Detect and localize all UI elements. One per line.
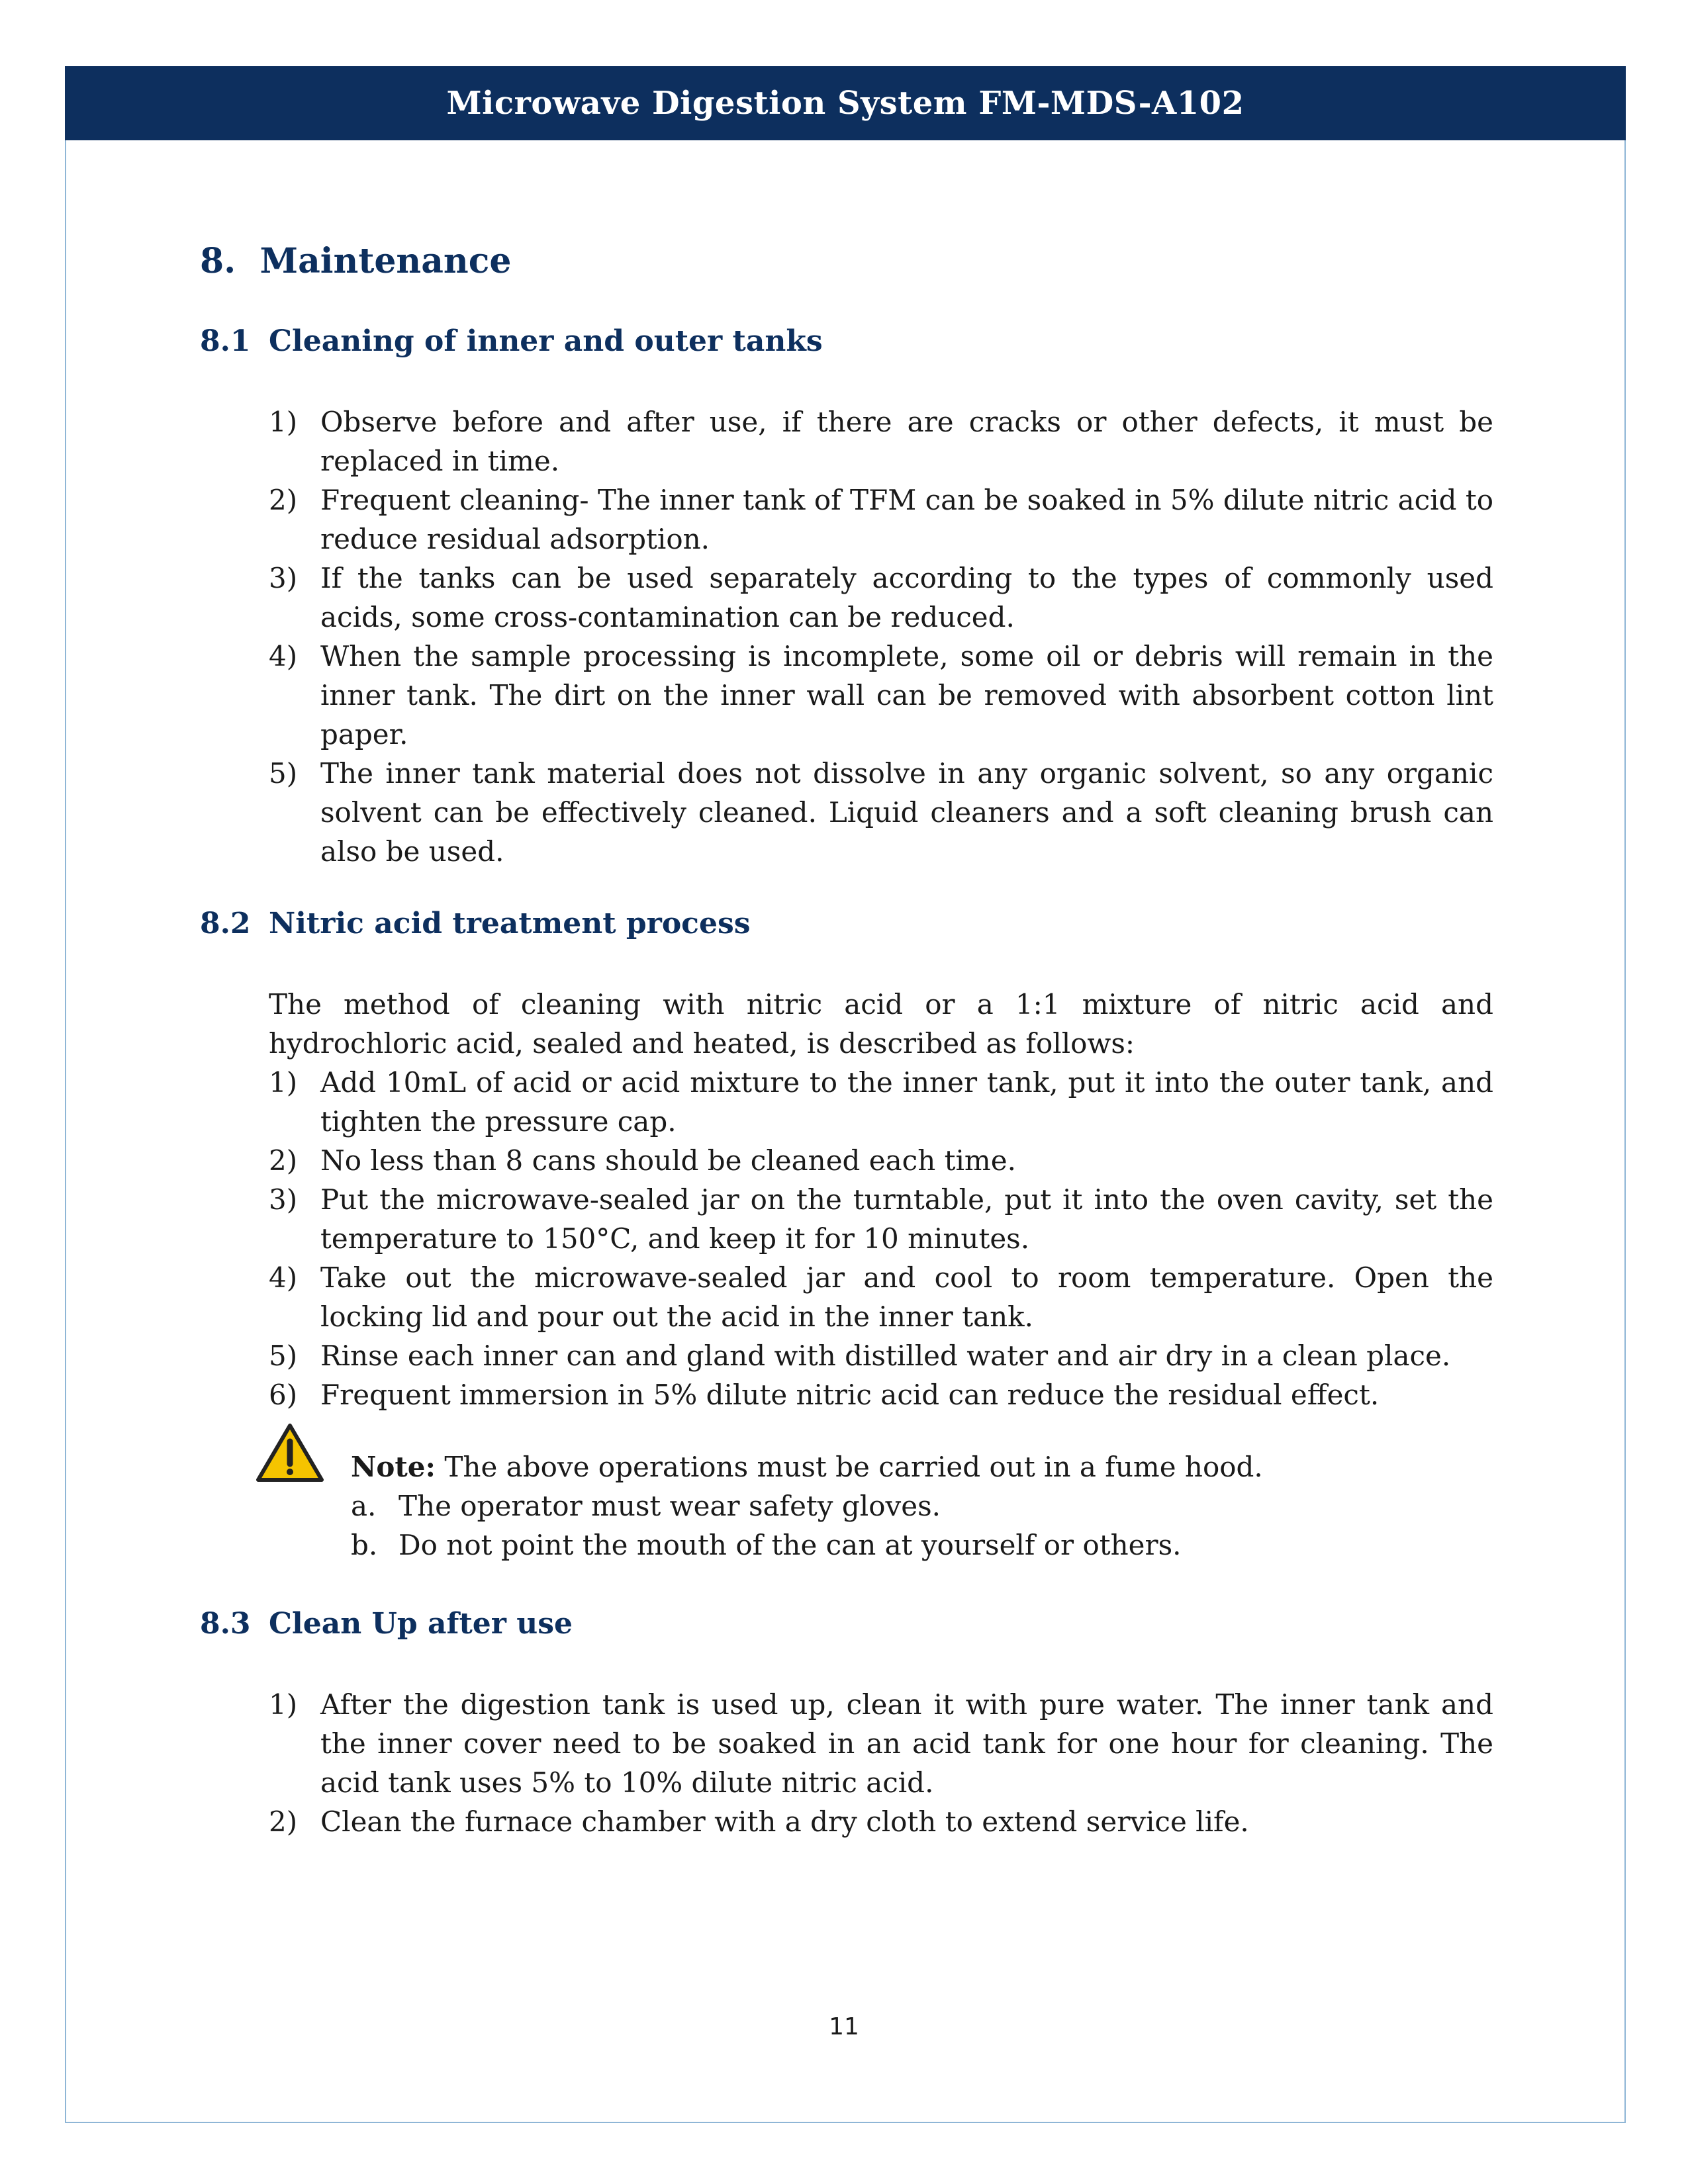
item-text: Take out the microwave-sealed jar and cool to room temperature. Open the locking lid and pour out the acid in the inner tank. <box>320 1261 1493 1333</box>
subsection-title: Cleaning of inner and outer tanks <box>269 324 823 358</box>
list-item <box>269 1336 1493 1375</box>
item-marker: 5) <box>269 1340 298 1372</box>
item-marker: 2) <box>269 1144 298 1177</box>
list-item <box>351 1525 1476 1565</box>
item-marker: 6) <box>269 1379 298 1411</box>
list-item <box>269 402 1493 480</box>
list-item <box>269 1685 1493 1802</box>
section-title: Maintenance <box>259 241 512 281</box>
item-marker: b. <box>351 1529 378 1561</box>
item-marker: 5) <box>269 757 298 790</box>
item-text: The operator must wear safety gloves. <box>399 1490 941 1522</box>
item-text: Observe before and after use, if there are cracks or other defects, it must be replaced in time. <box>320 406 1493 477</box>
item-marker: 2) <box>269 1805 298 1838</box>
item-marker: 1) <box>269 406 298 438</box>
note-list <box>351 1486 1476 1565</box>
item-marker: 3) <box>269 562 298 594</box>
subsection-title: Nitric acid treatment process <box>269 907 751 940</box>
header-bar <box>65 66 1626 140</box>
document-title: Microwave Digestion System FM-MDS-A102 <box>446 85 1244 122</box>
page-number: 11 <box>829 2013 859 2040</box>
subsection-title: Clean Up after use <box>269 1607 573 1641</box>
subsection-number: 8.2 <box>200 907 251 940</box>
item-marker: 1) <box>269 1688 298 1721</box>
list-item <box>269 1802 1493 1841</box>
nitric-acid-steps-list <box>269 1063 1493 1414</box>
note-text: The above operations must be carried out in a fume hood. <box>444 1451 1263 1483</box>
section-heading <box>200 241 512 281</box>
item-text: When the sample processing is incomplete, some oil or debris will remain in the inner tank. The dirt on the inner wall can be removed with absorbent cotton lint paper. <box>320 640 1493 751</box>
item-text: If the tanks can be used separately according to the types of commonly used acids, some cross-contamination can be reduced. <box>320 562 1493 633</box>
item-marker: a. <box>351 1490 377 1522</box>
item-marker: 1) <box>269 1066 298 1099</box>
item-marker: 4) <box>269 640 298 672</box>
list-item <box>269 637 1493 754</box>
subsection-number: 8.3 <box>200 1607 251 1641</box>
item-marker: 2) <box>269 484 298 516</box>
list-item <box>269 559 1493 637</box>
item-text: The inner tank material does not dissolve in any organic solvent, so any organic solvent can be effectively cleaned. Liquid cleaners and a soft cleaning brush can also be used. <box>320 757 1493 868</box>
item-text: No less than 8 cans should be cleaned each time. <box>320 1144 1016 1177</box>
list-item <box>269 1375 1493 1414</box>
list-item <box>269 754 1493 871</box>
subsection-heading-8-2 <box>200 907 751 940</box>
item-text: Clean the furnace chamber with a dry cloth to extend service life. <box>320 1805 1249 1838</box>
note-label: Note: <box>351 1451 436 1483</box>
note-line <box>351 1447 1263 1486</box>
subsection-heading-8-1 <box>200 324 823 358</box>
item-text: Rinse each inner can and gland with distilled water and air dry in a clean place. <box>320 1340 1451 1372</box>
section-number: 8. <box>200 241 236 281</box>
item-text: Do not point the mouth of the can at yourself or others. <box>399 1529 1182 1561</box>
item-text: Frequent immersion in 5% dilute nitric acid can reduce the residual effect. <box>320 1379 1380 1411</box>
warning-icon <box>256 1423 324 1482</box>
item-text: Put the microwave-sealed jar on the turntable, put it into the oven cavity, set the temperature to 150°C, and keep it for 10 minutes. <box>320 1183 1493 1255</box>
cleanup-steps-list <box>269 1685 1493 1841</box>
list-item <box>269 1141 1493 1180</box>
list-item <box>269 1258 1493 1336</box>
item-text: Frequent cleaning- The inner tank of TFM can be soaked in 5% dilute nitric acid to reduce residual adsorption. <box>320 484 1493 555</box>
subsection-number: 8.1 <box>200 324 251 358</box>
cleaning-steps-list <box>269 402 1493 871</box>
item-text: After the digestion tank is used up, clean it with pure water. The inner tank and the inner cover need to be soaked in an acid tank for one hour for cleaning. The acid tank uses 5% to 10% dilute nitric acid. <box>320 1688 1493 1799</box>
list-item <box>269 1063 1493 1141</box>
subsection-heading-8-3 <box>200 1607 573 1641</box>
item-marker: 4) <box>269 1261 298 1294</box>
item-text: Add 10mL of acid or acid mixture to the inner tank, put it into the outer tank, and tighten the pressure cap. <box>320 1066 1493 1138</box>
item-marker: 3) <box>269 1183 298 1216</box>
list-item <box>269 1180 1493 1258</box>
list-item <box>351 1486 1476 1525</box>
list-item <box>269 480 1493 559</box>
nitric-acid-intro: The method of cleaning with nitric acid or a 1:1 mixture of nitric acid and hydrochloric acid, sealed and heated, is described as follows: <box>269 988 1493 1060</box>
